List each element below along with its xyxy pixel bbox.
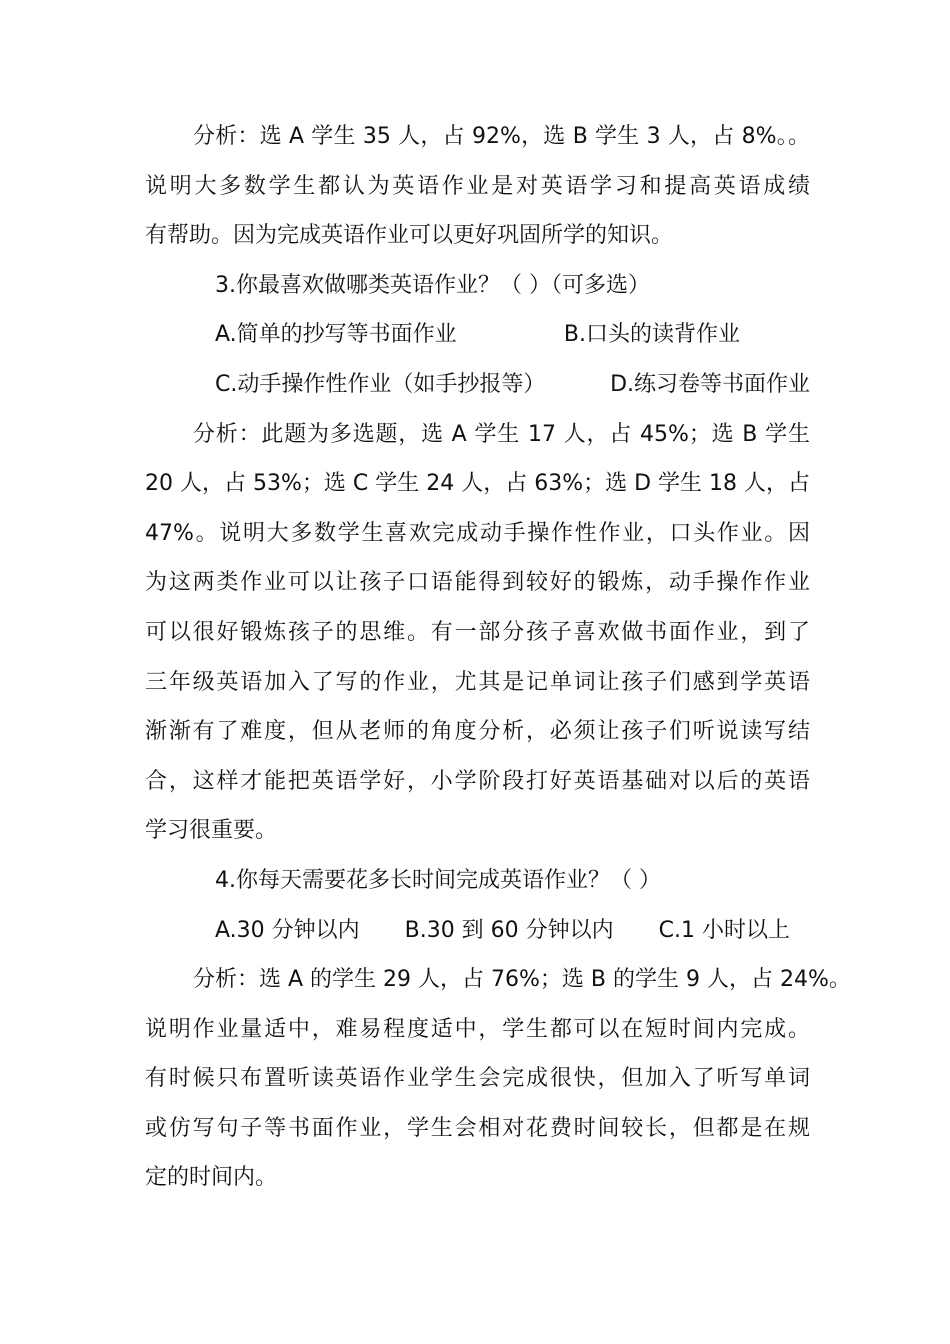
- analysis-paragraph-3-line-2: 说明作业量适中，难易程度适中，学生都可以在短时间内完成。: [145, 1016, 810, 1042]
- analysis-paragraph-3-line-3: 有时候只布置听读英语作业学生会完成很快，但加入了听写单词: [145, 1066, 810, 1092]
- question-4: 4.你每天需要花多长时间完成英语作业？（ ）: [215, 867, 661, 893]
- question-3-option-c: C.动手操作性作业（如手抄报等）: [215, 371, 546, 397]
- question-4-option-b: B.30 到 60 分钟以内: [404, 917, 614, 943]
- analysis-paragraph-2-line-6: 三年级英语加入了写的作业，尤其是记单词让孩子们感到学英语: [145, 669, 810, 695]
- analysis-paragraph-2-line-3: 47%。说明大多数学生喜欢完成动手操作性作业，口头作业。因: [145, 520, 810, 546]
- analysis-paragraph-1-line-2: 说明大多数学生都认为英语作业是对英语学习和提高英语成绩: [145, 173, 810, 199]
- analysis-paragraph-2-line-9: 学习很重要。: [145, 818, 278, 844]
- question-3: 3.你最喜欢做哪类英语作业？（ ）（可多选）: [215, 272, 650, 298]
- analysis-paragraph-2-line-1: 分析：此题为多选题，选 A 学生 17 人，占 45%；选 B 学生: [193, 421, 810, 447]
- analysis-paragraph-1-line-1: 分析：选 A 学生 35 人，占 92%，选 B 学生 3 人，占 8%。。: [193, 124, 810, 149]
- analysis-paragraph-2-line-8: 合，这样才能把英语学好，小学阶段打好英语基础对以后的英语: [145, 768, 810, 794]
- analysis-paragraph-3-line-4: 或仿写句子等书面作业，学生会相对花费时间较长，但都是在规: [145, 1115, 810, 1141]
- analysis-paragraph-3-line-5: 定的时间内。: [145, 1165, 278, 1191]
- question-4-option-c: C.1 小时以上: [658, 917, 790, 943]
- analysis-paragraph-2-line-4: 为这两类作业可以让孩子口语能得到较好的锻炼，动手操作作业: [145, 570, 810, 596]
- analysis-paragraph-2-line-7: 渐渐有了难度，但从老师的角度分析，必须让孩子们听说读写结: [145, 719, 810, 745]
- analysis-paragraph-3-line-1: 分析：选 A 的学生 29 人，占 76%；选 B 的学生 9 人，占 24%。: [193, 967, 851, 993]
- question-3-options-row-2: [145, 360, 810, 410]
- question-3-option-b: B.口头的读背作业: [563, 322, 740, 348]
- question-3-option-a: A.简单的抄写等书面作业: [215, 322, 457, 348]
- document-body: [145, 112, 851, 1203]
- analysis-paragraph-2-line-2: 20 人，占 53%；选 C 学生 24 人，占 63%；选 D 学生 18 人，占: [145, 471, 811, 497]
- question-3-options-row-1: [145, 310, 810, 360]
- analysis-paragraph-2-line-5: 可以很好锻炼孩子的思维。有一部分孩子喜欢做书面作业，到了: [145, 619, 810, 645]
- analysis-paragraph-1-line-3: 有帮助。因为完成英语作业可以更好巩固所学的知识。: [145, 223, 674, 249]
- question-4-options: [145, 906, 810, 956]
- question-3-option-d: D.练习卷等书面作业: [610, 371, 810, 397]
- question-4-option-a: A.30 分钟以内: [215, 917, 360, 943]
